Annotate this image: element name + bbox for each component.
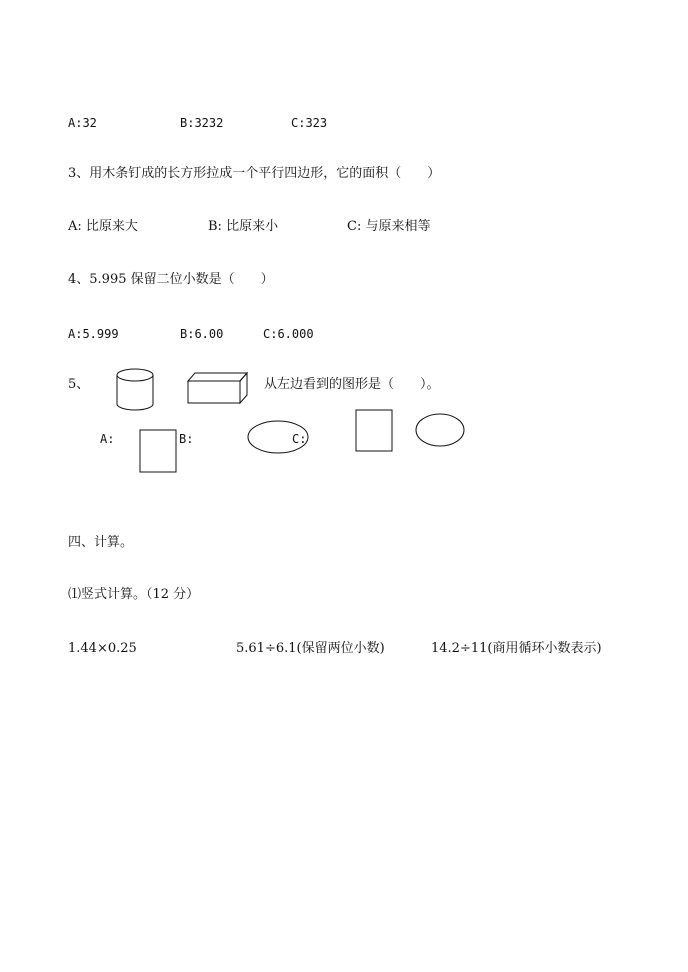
q4-option-a: A:5.999 xyxy=(68,327,119,341)
q5-number: 5、 xyxy=(68,377,90,392)
calc-problem-1: 1.44×0.25 xyxy=(68,641,137,656)
q5-option-b: B: xyxy=(179,432,194,446)
q5-question: 从左边看到的图形是（ ）。 xyxy=(264,377,440,392)
q4-option-b: B:6.00 xyxy=(180,327,224,341)
calc-problem-2: 5.61÷6.1(保留两位小数) xyxy=(236,641,385,656)
section-4-sub1: ⑴竖式计算。（12 分） xyxy=(68,587,200,602)
q3-question: 3、用木条钉成的长方形拉成一个平行四边形，它的面积（ ） xyxy=(68,166,441,181)
q4-option-c: C:6.000 xyxy=(263,327,314,341)
q5-option-c: C: xyxy=(292,432,307,446)
q2-option-c: C:323 xyxy=(291,116,328,130)
calc-problem-3: 14.2÷11(商用循环小数表示) xyxy=(431,641,602,656)
q3-option-a: A: 比原来大 xyxy=(68,219,138,234)
q3-option-c: C: 与原来相等 xyxy=(347,219,431,234)
extra-ellipse xyxy=(416,414,464,446)
q2-option-a: A:32 xyxy=(68,116,97,130)
q3-option-b: B: 比原来小 xyxy=(208,219,279,234)
q2-option-b: B:3232 xyxy=(180,116,224,130)
section-4-title: 四、计算。 xyxy=(68,535,134,550)
option-a-rectangle xyxy=(140,430,176,472)
q4-question: 4、5.995 保留二位小数是（ ） xyxy=(68,272,274,287)
cuboid-figure xyxy=(188,373,247,403)
cylinder-figure xyxy=(117,369,153,410)
option-c-rectangle xyxy=(356,410,392,451)
q5-option-a: A: xyxy=(100,432,115,446)
